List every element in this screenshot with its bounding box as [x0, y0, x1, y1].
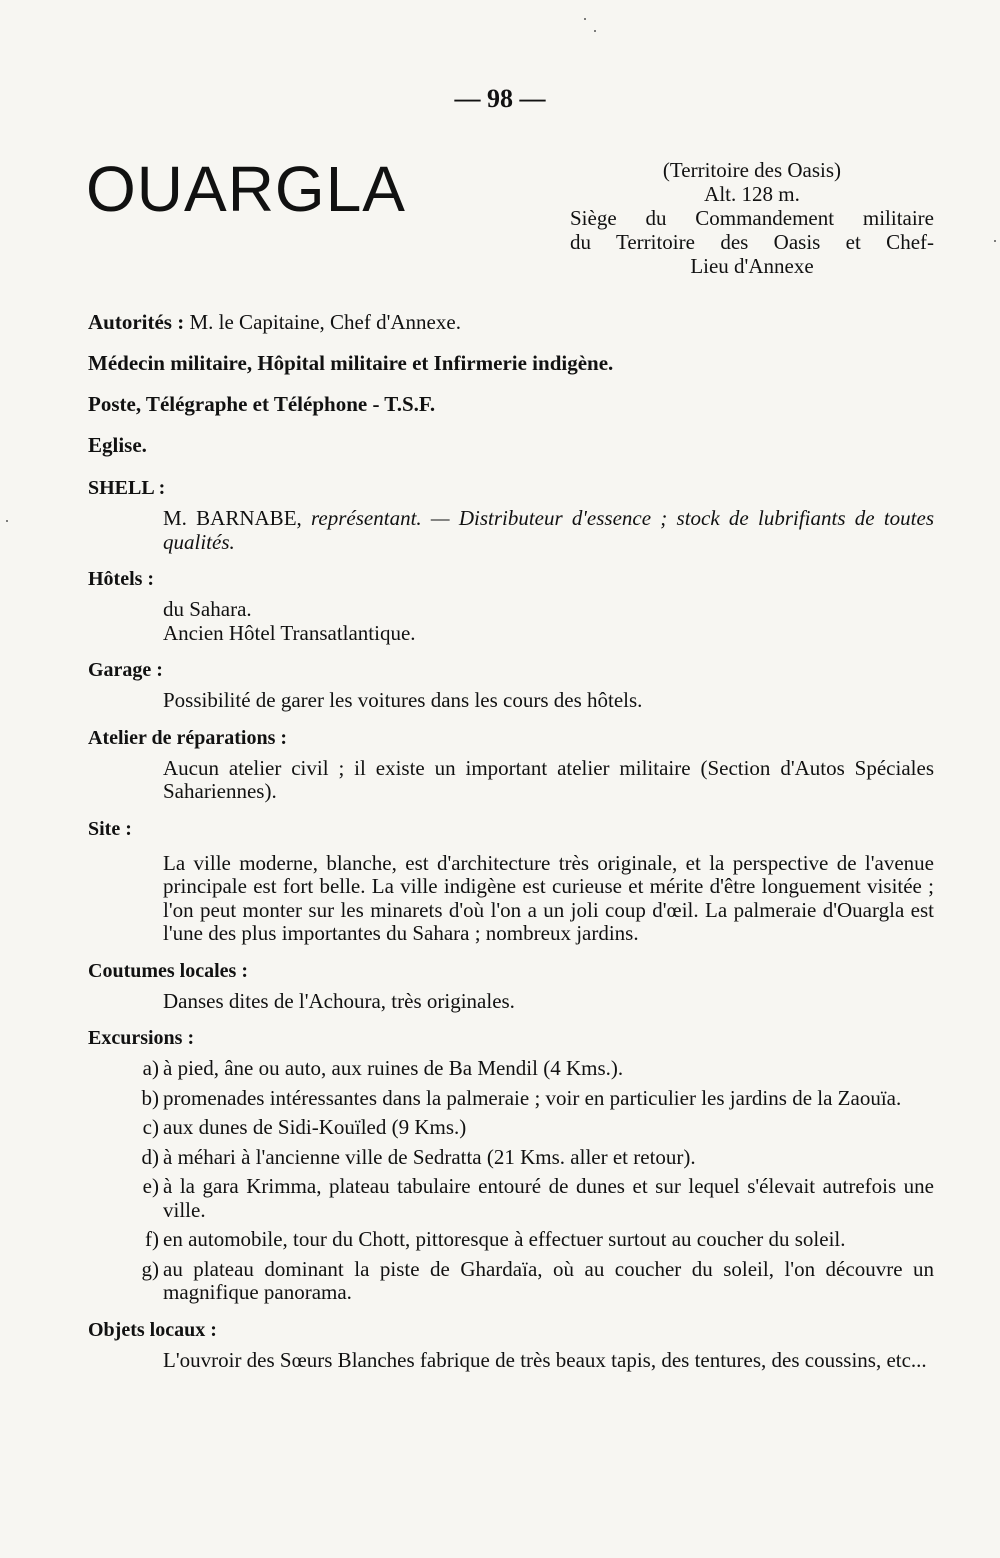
list-item: [88, 1228, 934, 1252]
altitude-line: Alt. 128 m.: [704, 182, 800, 206]
coutumes-text: Danses dites de l'Achoura, très originales.: [163, 988, 515, 1013]
list-item-letter: d): [141, 1144, 159, 1169]
shell-name: M. BARNABE,: [163, 506, 302, 530]
site-text: La ville moderne, blanche, est d'architecture très originale, et la perspective de l'avenue principale est fort belle. La ville indigène est curieuse et mérite d'être longuement visitée ; l'on peut monter sur les minarets d'où l'on a un joli coup d'œil. La palmeraie d'Ouargla est l'une des plus importantes du Sahara ; nombreux jardins.: [163, 850, 934, 945]
territory-line: (Territoire des Oasis): [662, 158, 842, 182]
list-item: [88, 1087, 934, 1111]
excursions-list: [88, 1057, 934, 1305]
list-item-letter: b): [141, 1085, 159, 1110]
page-number: — 98 —: [454, 84, 546, 113]
chef-lieu-line: Lieu d'Annexe: [690, 254, 814, 278]
poste-line: Poste, Télégraphe et Téléphone - T.S.F.: [88, 392, 436, 416]
list-item-text: à pied, âne ou auto, aux ruines de Ba Mendil (4 Kms.).: [163, 1056, 624, 1080]
medecin-line: Médecin militaire, Hôpital militaire et Infirmerie indigène.: [88, 351, 614, 375]
list-item-letter: e): [142, 1174, 159, 1198]
autorites-text: M. le Capitaine, Chef d'Annexe.: [189, 310, 461, 334]
autorites-label: Autorités :: [88, 310, 185, 334]
list-item: [88, 1258, 934, 1305]
territoire-line: du Territoire des Oasis et Chef-: [570, 230, 934, 254]
scan-speck: [994, 240, 996, 242]
eglise-line: Eglise.: [88, 433, 147, 457]
list-item-letter: f): [145, 1227, 159, 1251]
shell-text: [88, 507, 934, 554]
list-item: [88, 1175, 934, 1222]
site-heading: Site :: [88, 817, 132, 840]
atelier-text: Aucun atelier civil ; il existe un important atelier militaire (Section d'Autos Spéciales Sahariennes).: [163, 755, 934, 803]
autorites-line: [88, 308, 934, 336]
hotel-item: du Sahara.: [163, 597, 252, 621]
list-item-letter: a): [142, 1056, 159, 1080]
list-item-text: aux dunes de Sidi-Kouïled (9 Kms.): [163, 1115, 467, 1139]
garage-text: Possibilité de garer les voitures dans les cours des hôtels.: [163, 688, 643, 712]
scan-speck: [594, 30, 596, 32]
shell-description: représentant. — Distributeur d'essence ; stock de lubrifiants de toutes qualités.: [163, 506, 934, 554]
list-item-text: promenades intéressantes dans la palmeraie ; voir en particulier les jardins de la Zaouïa.: [163, 1085, 902, 1110]
excursions-heading: Excursions :: [88, 1027, 195, 1049]
hotels-list: [88, 598, 934, 645]
coutumes-heading: Coutumes locales :: [88, 959, 248, 982]
hotels-heading: Hôtels :: [88, 568, 155, 590]
list-item-text: à méhari à l'ancienne ville de Sedratta (21 Kms. aller et retour).: [163, 1144, 696, 1169]
scan-speck: [6, 520, 8, 522]
list-item: [88, 1116, 934, 1140]
page-title: OUARGLA: [86, 153, 406, 225]
list-item-letter: g): [141, 1256, 159, 1281]
scan-speck: [584, 18, 586, 20]
hotel-item: Ancien Hôtel Transatlantique.: [163, 620, 416, 645]
objets-text: L'ouvroir des Sœurs Blanches fabrique de très beaux tapis, des tentures, des coussins, etc...: [163, 1347, 927, 1372]
atelier-heading: Atelier de réparations :: [88, 726, 288, 749]
list-item-text: à la gara Krimma, plateau tabulaire entouré de dunes et sur lequel s'élevait autrefois une ville.: [163, 1174, 934, 1222]
list-item: [88, 1057, 934, 1081]
siege-line: Siège du Commandement militaire: [570, 206, 934, 230]
list-item-letter: c): [142, 1115, 159, 1139]
list-item-text: au plateau dominant la piste de Ghardaïa, où au coucher du soleil, l'on découvre un magnifique panorama.: [163, 1256, 934, 1304]
objets-heading: Objets locaux :: [88, 1318, 217, 1341]
header-info: [570, 158, 934, 278]
page-content: [88, 308, 934, 1384]
shell-heading: SHELL :: [88, 477, 166, 499]
garage-heading: Garage :: [88, 659, 163, 681]
list-item: [88, 1146, 934, 1170]
list-item-text: en automobile, tour du Chott, pittoresque à effectuer surtout au coucher du soleil.: [163, 1227, 846, 1251]
